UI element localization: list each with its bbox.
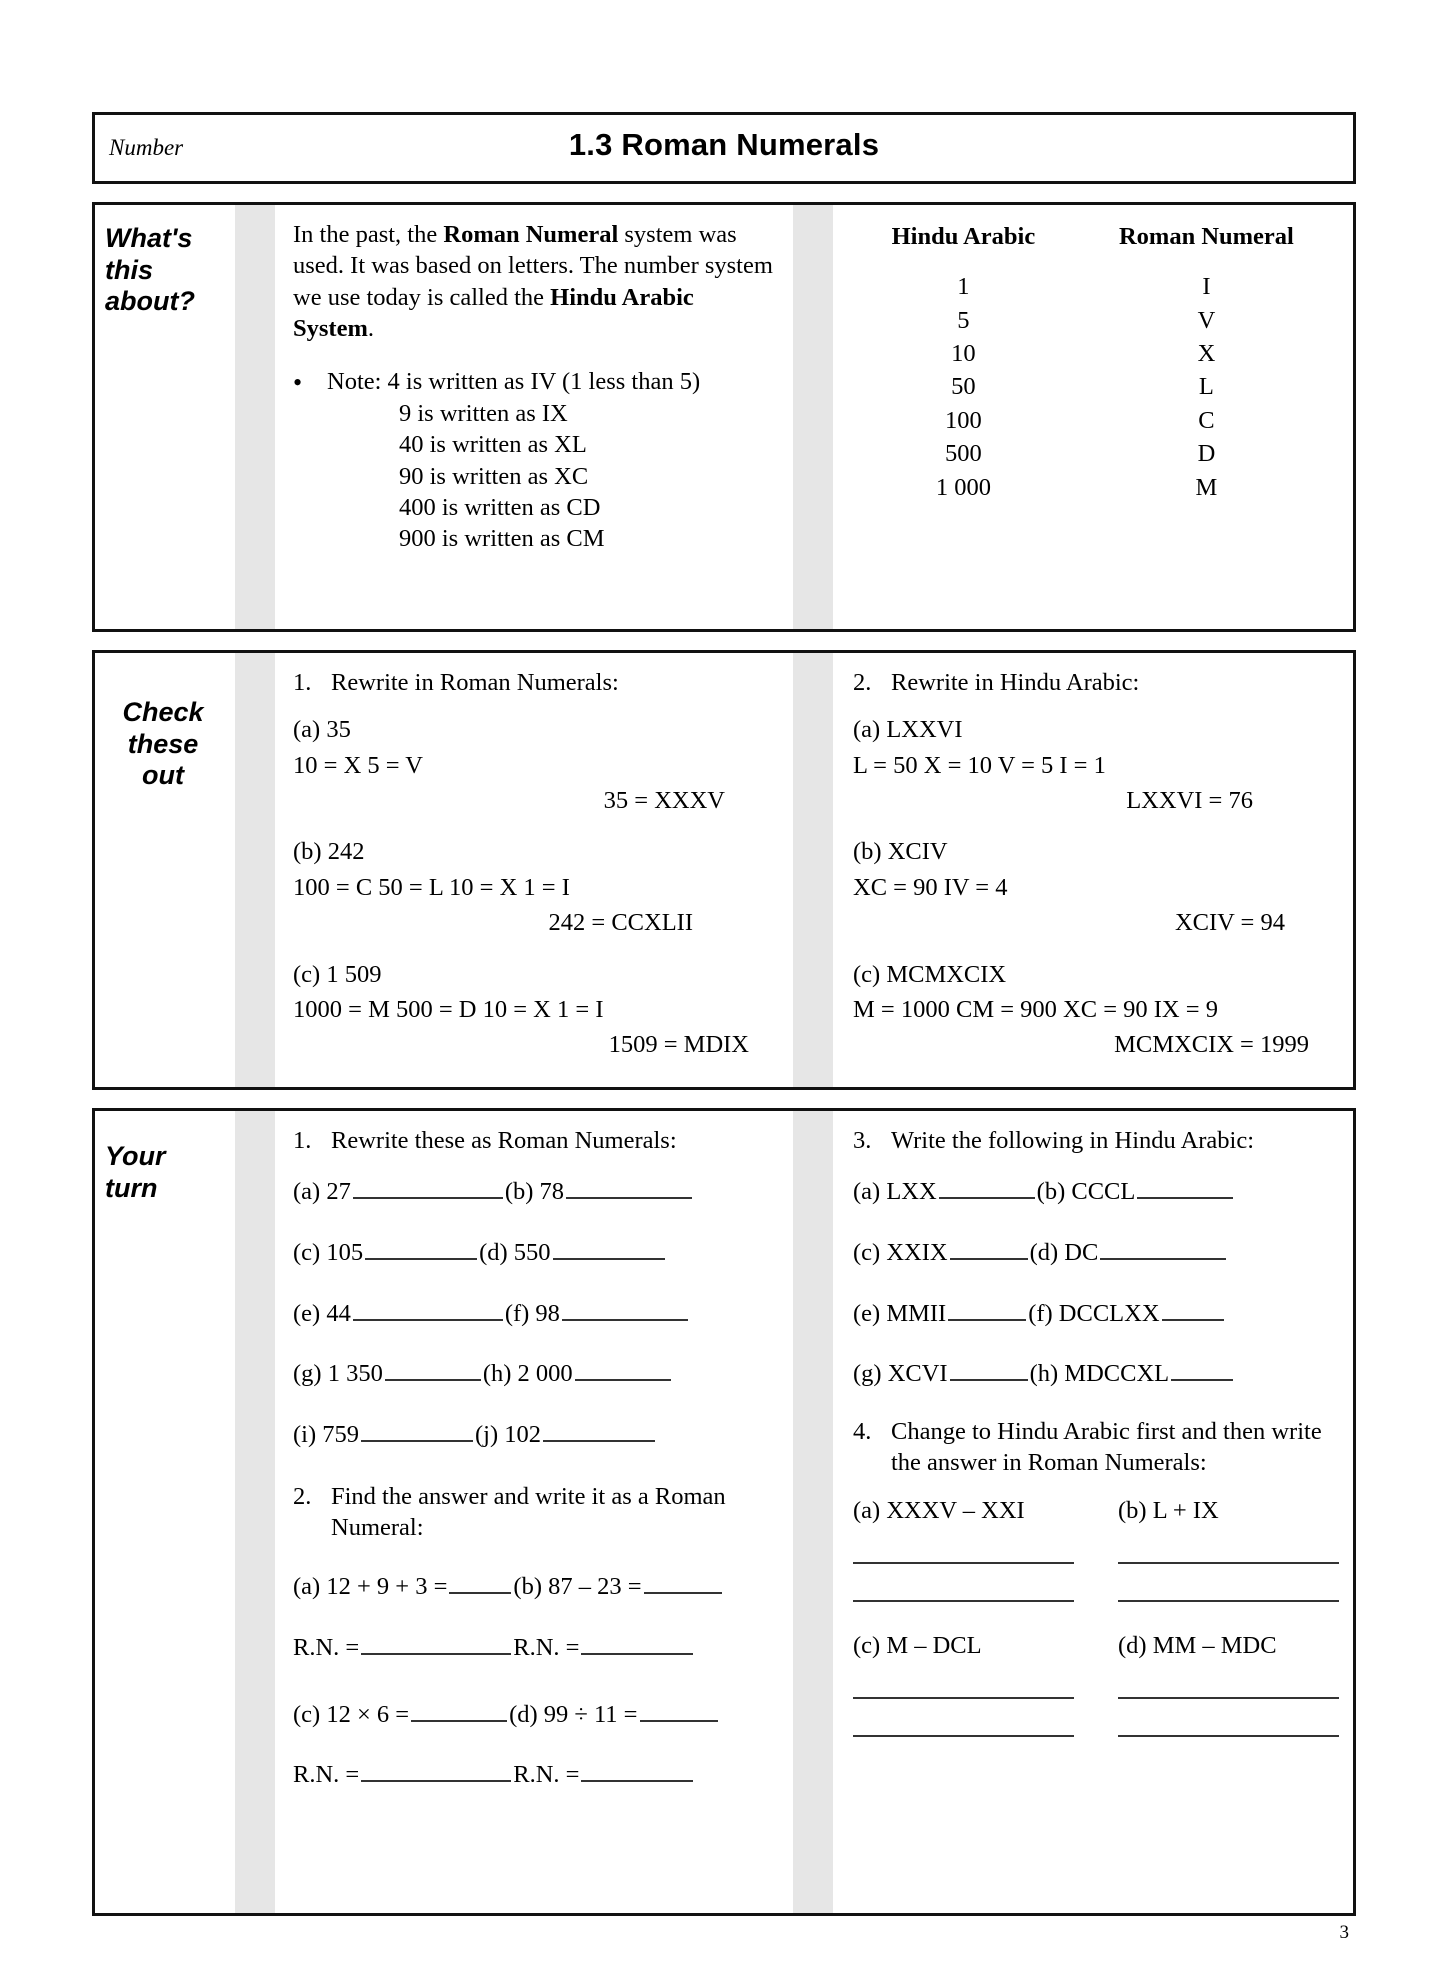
- turn-q2d-rn-label: R.N. =: [513, 1761, 580, 1789]
- cell-hindu-6: 500: [945, 440, 982, 468]
- turn-q3a-answer-blank[interactable]: [939, 1172, 1035, 1199]
- turn-q4ab-worklines-2: [853, 1600, 1339, 1602]
- about-label-line-2: this: [105, 254, 154, 285]
- cell-hindu-2: 5: [957, 306, 970, 334]
- turn-q1-row-c-d: [293, 1233, 779, 1268]
- check-q1c-label: (c) 1 509: [293, 960, 382, 988]
- turn-q3-row-a-b: [853, 1172, 1339, 1207]
- turn-q1a-label: (a) 27: [293, 1177, 351, 1205]
- divider-stripe-left: [235, 205, 275, 629]
- cell-roman-5: C: [1198, 406, 1215, 434]
- numeral-reference-table: [853, 219, 1339, 504]
- turn-q2a-label: (a) 12 + 9 + 3 =: [293, 1572, 448, 1600]
- turn-q1d-label: (d) 550: [479, 1238, 551, 1266]
- turn-q4d-line-1[interactable]: [1118, 1697, 1339, 1699]
- turn-q1-row-e-f: [293, 1294, 779, 1329]
- turn-q2b-rn-label: R.N. =: [513, 1633, 580, 1661]
- about-text-column: [275, 205, 793, 629]
- check-q1a-work: 10 = X 5 = V: [293, 751, 423, 779]
- about-term-hindu-arabic: Hindu Arabic System: [293, 283, 694, 343]
- turn-q2c-answer-blank[interactable]: [411, 1695, 507, 1722]
- table-row: [853, 370, 1339, 403]
- cell-roman-2: V: [1197, 306, 1216, 334]
- turn-q2a-rn-blank[interactable]: [361, 1628, 511, 1655]
- turn-q3f-label: (f) DCCLXX: [1028, 1299, 1160, 1327]
- turn-q3-row-g-h: [853, 1355, 1339, 1390]
- turn-q2c-rn-label: R.N. =: [293, 1761, 360, 1789]
- turn-q2b-answer-blank[interactable]: [644, 1567, 722, 1594]
- cell-hindu-7: 1 000: [935, 473, 991, 501]
- cell-roman-7: M: [1195, 473, 1218, 501]
- cell-hindu-5: 100: [945, 406, 982, 434]
- bullet-dot-icon: •: [293, 368, 303, 398]
- turn-q1i-label: (i) 759: [293, 1421, 359, 1449]
- turn-q4c-line-1[interactable]: [853, 1697, 1074, 1699]
- turn-q1-row-a-b: [293, 1172, 779, 1207]
- turn-q1i-answer-blank[interactable]: [361, 1416, 473, 1443]
- check-label-line-3: out: [142, 760, 184, 791]
- turn-right-column: [833, 1111, 1353, 1913]
- note-line-4: 90 is written as XC: [399, 462, 589, 490]
- turn-q3g-answer-blank[interactable]: [950, 1355, 1028, 1382]
- table-row: [853, 337, 1339, 370]
- turn-q4d-label: (d) MM – MDC: [1118, 1631, 1277, 1659]
- turn-q3d-label: (d) DC: [1029, 1238, 1099, 1266]
- check-q1-number: 1.: [293, 669, 312, 696]
- turn-label-line-1: Your: [105, 1141, 166, 1171]
- turn-q1d-answer-blank[interactable]: [553, 1233, 665, 1260]
- check-q1a-label: (a) 35: [293, 716, 351, 744]
- turn-q4b-line-2[interactable]: [1118, 1600, 1339, 1602]
- turn-q4ab-worklines-1: [853, 1562, 1339, 1564]
- about-table-column: [833, 205, 1353, 629]
- turn-q1c-answer-blank[interactable]: [365, 1233, 477, 1260]
- note-line-1: Note: 4 is written as IV (1 less than 5): [327, 368, 701, 396]
- check-q1c-work: 1000 = M 500 = D 10 = X 1 = I: [293, 995, 604, 1023]
- turn-q4-row-a-b: [853, 1495, 1339, 1526]
- turn-q3-row-c-d: [853, 1233, 1339, 1268]
- turn-q1j-answer-blank[interactable]: [543, 1416, 655, 1443]
- turn-q2d-answer-blank[interactable]: [640, 1695, 718, 1722]
- turn-q4-number: 4.: [853, 1417, 872, 1445]
- cell-roman-3: X: [1197, 340, 1216, 368]
- turn-q2-heading: [293, 1481, 779, 1544]
- turn-q3h-answer-blank[interactable]: [1171, 1355, 1233, 1382]
- divider-stripe-right: [793, 1111, 833, 1913]
- cell-hindu-3: 10: [951, 340, 976, 368]
- turn-q4c-label: (c) M – DCL: [853, 1631, 982, 1659]
- page-number: 3: [1339, 1922, 1349, 1943]
- turn-q2-row-c-d: [293, 1695, 779, 1730]
- section-your-turn: [92, 1108, 1356, 1916]
- turn-q4a-line-1[interactable]: [853, 1562, 1074, 1564]
- about-para-part-3: .: [367, 315, 374, 343]
- note-line-5: 400 is written as CD: [399, 493, 601, 521]
- check-q2-number: 2.: [853, 669, 872, 696]
- turn-q3b-label: (b) CCCL: [1036, 1177, 1136, 1205]
- turn-q1b-answer-blank[interactable]: [566, 1172, 692, 1199]
- col-header-roman-numeral: Roman Numeral: [1118, 223, 1294, 250]
- check-q1b-label: (b) 242: [293, 838, 365, 866]
- about-paragraph: [293, 219, 779, 344]
- turn-q3-number: 3.: [853, 1127, 872, 1154]
- turn-q1e-label: (e) 44: [293, 1299, 351, 1327]
- turn-q3f-answer-blank[interactable]: [1162, 1294, 1224, 1321]
- section-label-about: [95, 205, 235, 629]
- check-q1c-answer: 1509 = MDIX: [608, 1031, 749, 1059]
- turn-q3e-label: (e) MMII: [853, 1299, 947, 1327]
- table-row: [853, 437, 1339, 470]
- check-label-line-1: Check: [122, 697, 204, 727]
- check-q2c-work: M = 1000 CM = 900 XC = 90 IX = 9: [853, 995, 1218, 1023]
- about-note-bullet-row: [293, 366, 779, 554]
- turn-q2b-rn-blank[interactable]: [581, 1628, 693, 1655]
- check-label-line-2: these: [127, 728, 199, 759]
- turn-q1-number: 1.: [293, 1127, 312, 1154]
- turn-label-line-2: turn: [105, 1172, 158, 1203]
- check-q1a-answer: 35 = XXXV: [603, 787, 725, 815]
- cell-roman-4: L: [1198, 373, 1214, 401]
- turn-q2-row-rn-1: [293, 1628, 779, 1663]
- about-para-part-2: system was used. It was based on letters. The number system we use today is called the: [293, 221, 773, 311]
- turn-q4-text: Change to Hindu Arabic first and then write the answer in Roman Numerals:: [891, 1417, 1322, 1477]
- check-q2b-label: (b) XCIV: [853, 838, 948, 866]
- check-q2b-answer: XCIV = 94: [1174, 909, 1285, 937]
- turn-q2d-rn-blank[interactable]: [581, 1756, 693, 1783]
- cell-roman-1: I: [1202, 273, 1211, 301]
- turn-q2c-label: (c) 12 × 6 =: [293, 1700, 410, 1728]
- col-header-hindu-arabic: Hindu Arabic: [891, 223, 1036, 250]
- check-q1b-work: 100 = C 50 = L 10 = X 1 = I: [293, 873, 570, 901]
- turn-q3-row-e-f: [853, 1294, 1339, 1329]
- check-q1-heading: [293, 667, 779, 698]
- turn-q1-row-i-j: [293, 1416, 779, 1451]
- about-para-part-1: In the past, the: [293, 221, 444, 248]
- section-label-check: [95, 653, 235, 1087]
- turn-q1f-answer-blank[interactable]: [562, 1294, 688, 1321]
- turn-q2a-rn-label: R.N. =: [293, 1633, 360, 1661]
- turn-q1j-label: (j) 102: [475, 1421, 541, 1449]
- turn-q4a-label: (a) XXXV – XXI: [853, 1496, 1025, 1524]
- check-q2-column: [833, 653, 1353, 1087]
- turn-q2-number: 2.: [293, 1482, 312, 1510]
- turn-q3-heading: [853, 1125, 1339, 1156]
- turn-q1-heading: [293, 1125, 779, 1156]
- section-whats-this-about: [92, 202, 1356, 632]
- table-row: [853, 471, 1339, 504]
- turn-q1f-label: (f) 98: [504, 1299, 560, 1327]
- turn-q4b-line-1[interactable]: [1118, 1562, 1339, 1564]
- divider-stripe-right: [793, 205, 833, 629]
- about-term-roman-numeral: Roman Numeral: [443, 221, 619, 248]
- table-row: [853, 404, 1339, 437]
- cell-hindu-1: 1: [957, 273, 970, 301]
- turn-q1-text: Rewrite these as Roman Numerals:: [331, 1127, 677, 1154]
- turn-q3-text: Write the following in Hindu Arabic:: [891, 1127, 1255, 1154]
- turn-q3h-label: (h) MDCCXL: [1029, 1360, 1170, 1388]
- turn-q2-row-rn-2: [293, 1756, 779, 1791]
- turn-q1h-answer-blank[interactable]: [575, 1355, 671, 1382]
- check-q2b-work: XC = 90 IV = 4: [853, 873, 1008, 901]
- turn-q2-row-a-b: [293, 1567, 779, 1602]
- turn-q4cd-worklines-1: [853, 1697, 1339, 1699]
- turn-q1-row-g-h: [293, 1355, 779, 1390]
- turn-q1b-label: (b) 78: [504, 1177, 565, 1205]
- turn-q3c-answer-blank[interactable]: [950, 1233, 1028, 1260]
- turn-q1g-label: (g) 1 350: [293, 1360, 383, 1388]
- section-label-turn: [95, 1111, 235, 1913]
- cell-hindu-4: 50: [951, 373, 976, 401]
- turn-q4-row-c-d: [853, 1630, 1339, 1661]
- turn-q4cd-worklines-2: [853, 1735, 1339, 1737]
- turn-q2d-label: (d) 99 ÷ 11 =: [509, 1700, 638, 1728]
- check-q2c-label: (c) MCMXCIX: [853, 960, 1007, 988]
- about-label-line-1: What's: [105, 223, 193, 253]
- turn-left-column: [275, 1111, 793, 1913]
- turn-q1a-answer-blank[interactable]: [353, 1172, 503, 1199]
- turn-q4d-line-2[interactable]: [1118, 1735, 1339, 1737]
- check-q2a-answer: LXXVI = 76: [1126, 787, 1253, 815]
- turn-q3a-label: (a) LXX: [853, 1177, 937, 1205]
- page-header: [92, 112, 1356, 184]
- turn-q1h-label: (h) 2 000: [482, 1360, 573, 1388]
- turn-q1e-answer-blank[interactable]: [353, 1294, 503, 1321]
- divider-stripe-left: [235, 653, 275, 1087]
- table-row: [853, 304, 1339, 337]
- turn-q2-text: Find the answer and write it as a Roman Numeral:: [331, 1482, 726, 1542]
- check-q2a-work: L = 50 X = 10 V = 5 I = 1: [853, 751, 1106, 779]
- check-q1-text: Rewrite in Roman Numerals:: [331, 669, 619, 696]
- turn-q3b-answer-blank[interactable]: [1137, 1172, 1233, 1199]
- about-label-line-3: about?: [105, 286, 195, 317]
- turn-q4a-line-2[interactable]: [853, 1600, 1074, 1602]
- turn-q2a-answer-blank[interactable]: [449, 1567, 511, 1594]
- divider-stripe-right: [793, 653, 833, 1087]
- turn-q3c-label: (c) XXIX: [853, 1238, 948, 1266]
- check-q1-column: [275, 653, 793, 1087]
- turn-q2c-rn-blank[interactable]: [361, 1756, 511, 1783]
- table-row: [853, 270, 1339, 303]
- strand-label: Number: [109, 135, 184, 160]
- turn-q3e-answer-blank[interactable]: [948, 1294, 1026, 1321]
- check-q2-heading: [853, 667, 1339, 698]
- check-q2c-answer: MCMXCIX = 1999: [1114, 1031, 1309, 1059]
- turn-q4b-label: (b) L + IX: [1118, 1496, 1219, 1524]
- check-q2-text: Rewrite in Hindu Arabic:: [891, 669, 1140, 696]
- divider-stripe-left: [235, 1111, 275, 1913]
- table-header-row: [853, 219, 1339, 270]
- note-line-2: 9 is written as IX: [399, 399, 568, 427]
- turn-q3d-answer-blank[interactable]: [1100, 1233, 1226, 1260]
- note-line-6: 900 is written as CM: [399, 525, 605, 553]
- turn-q1g-answer-blank[interactable]: [385, 1355, 481, 1382]
- turn-q3g-label: (g) XCVI: [853, 1360, 948, 1388]
- check-q2a-label: (a) LXXVI: [853, 716, 963, 744]
- about-note-lines: [327, 366, 779, 554]
- turn-q4-heading: [853, 1416, 1339, 1479]
- turn-q2b-label: (b) 87 – 23 =: [513, 1572, 642, 1600]
- cell-roman-6: D: [1197, 440, 1216, 468]
- section-check-these-out: [92, 650, 1356, 1090]
- note-line-3: 40 is written as XL: [399, 431, 587, 459]
- turn-q4c-line-2[interactable]: [853, 1735, 1074, 1737]
- turn-q1c-label: (c) 105: [293, 1238, 364, 1266]
- page-title: 1.3 Roman Numerals: [568, 127, 880, 162]
- check-q1b-answer: 242 = CCXLII: [548, 909, 693, 937]
